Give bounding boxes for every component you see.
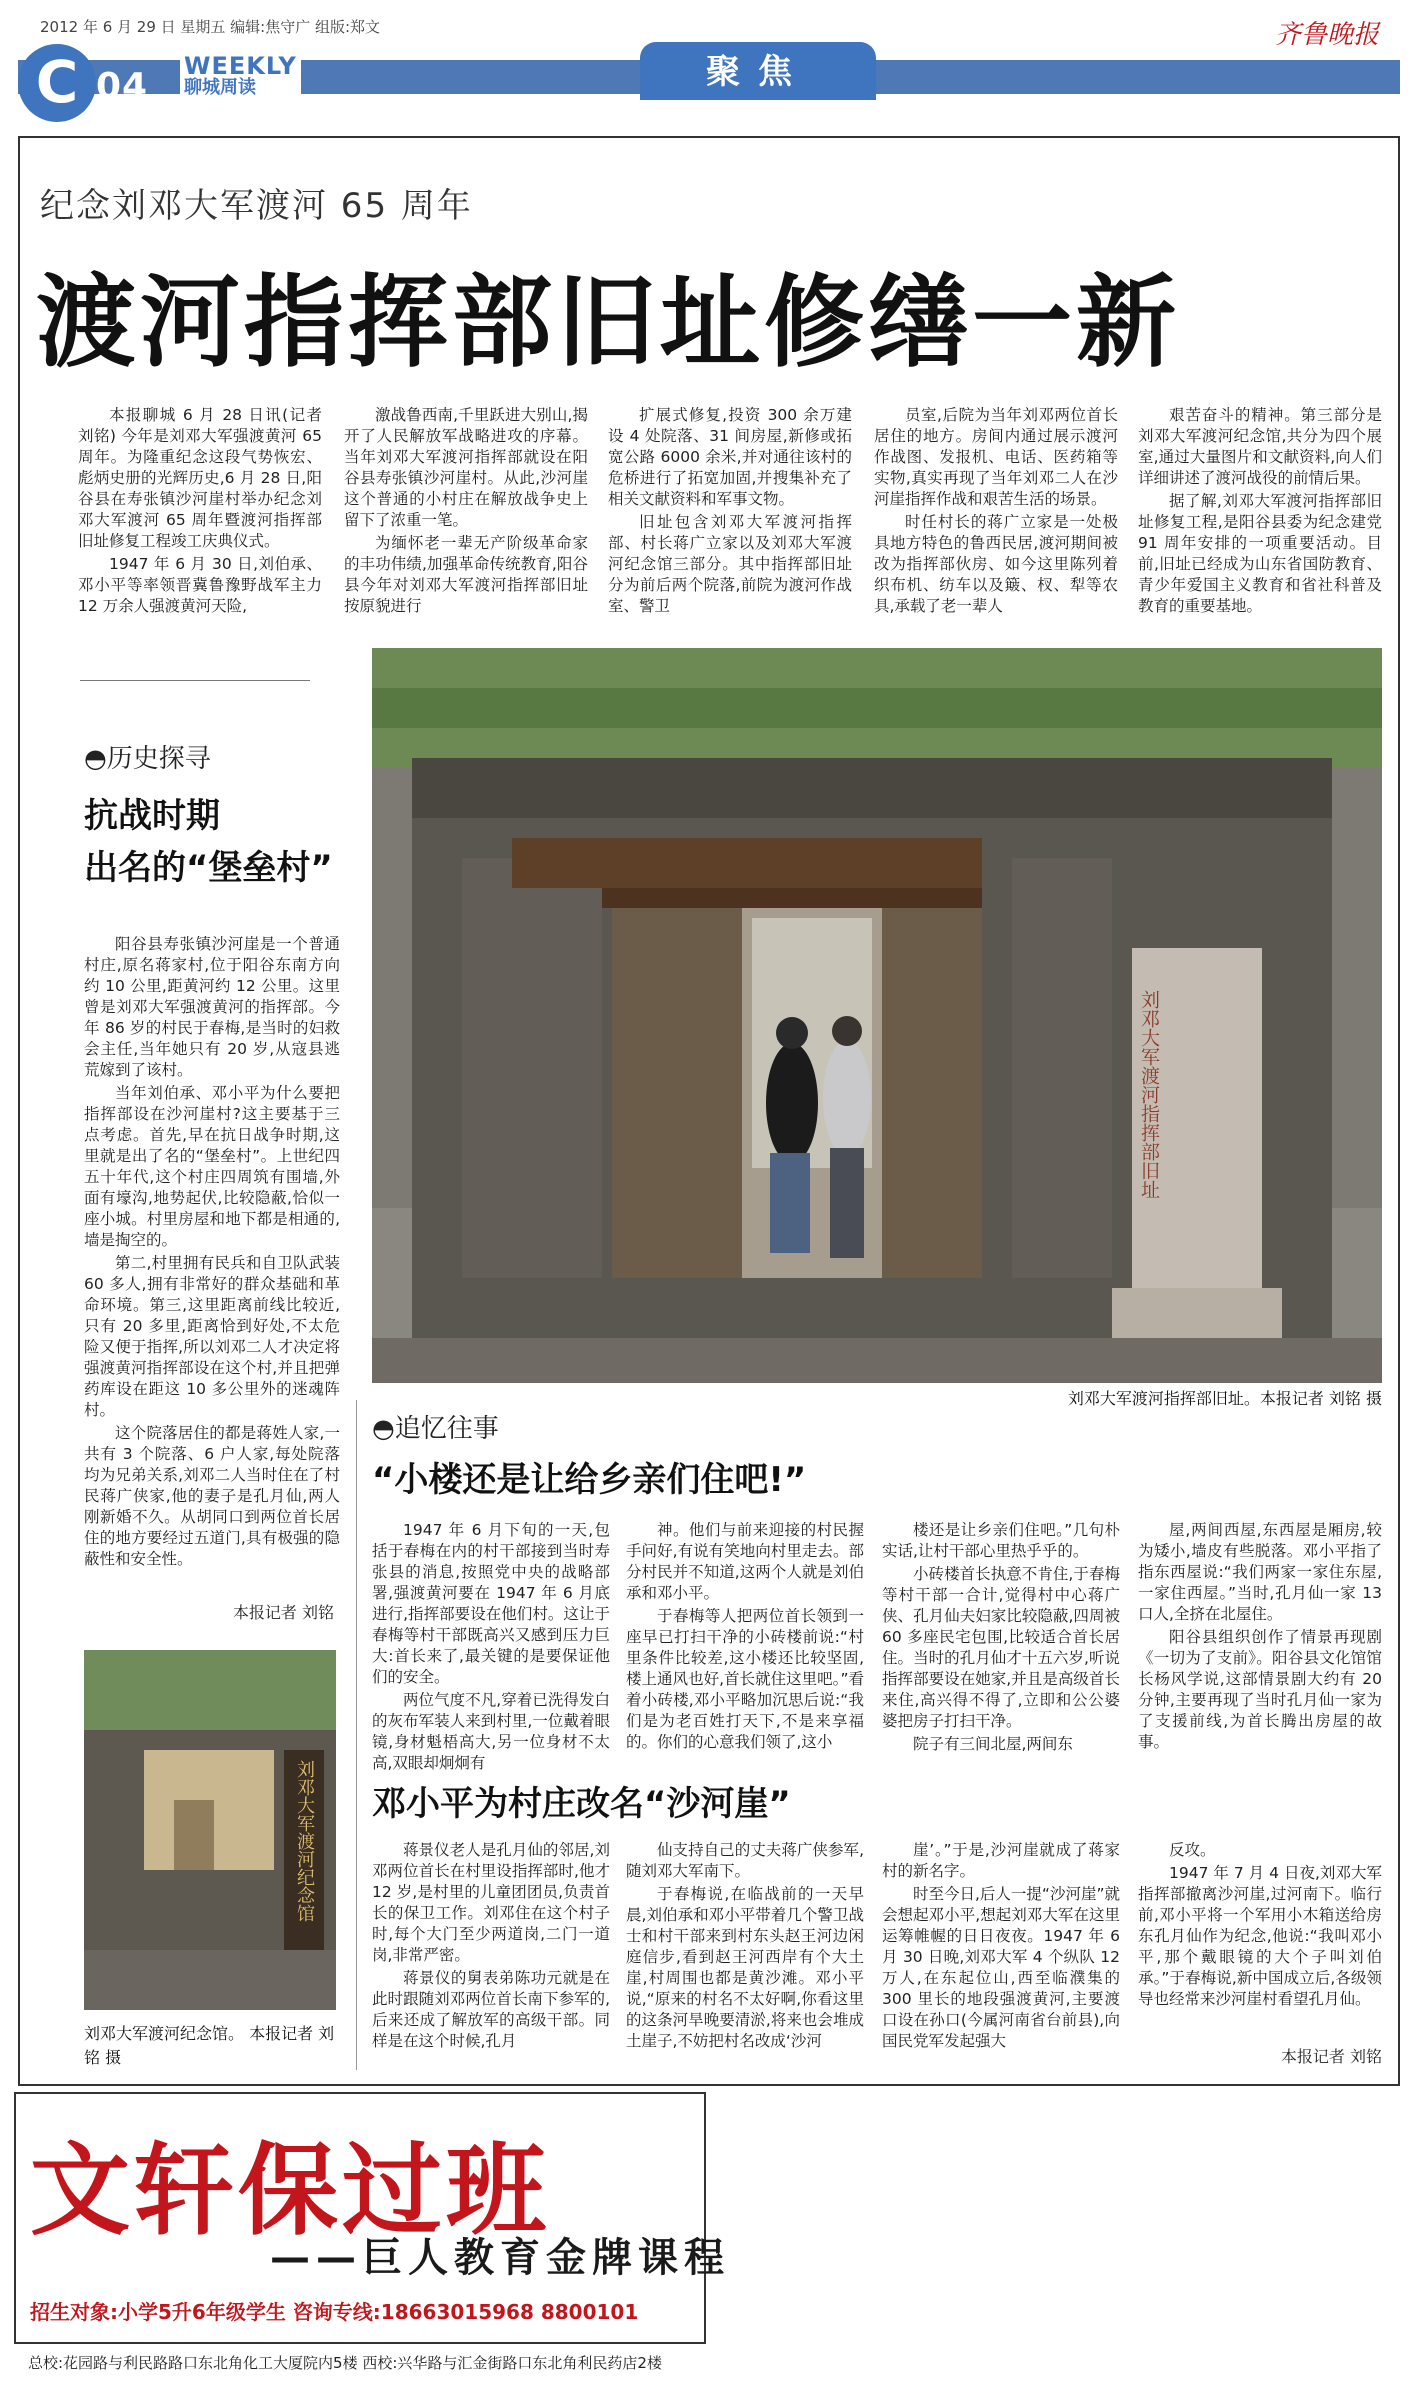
half-circle-icon: ◓ [84,744,107,774]
rename-paragraph: 于春梅说,在临战前的一天早晨,刘伯承和邓小平带着几个警卫战士和村干部来到村东头赵王河边闲庭信步,看到赵王河西岸有个大土崖,村周围也都是黄沙滩。邓小平说,“原来的村名不太好啊,你看这里的这条河旱晚要清淤,将来也会堆成土崖子,不妨把村名改成‘沙河 [626,1885,864,2050]
rename-byline: 本报记者 刘铭 [1280,2047,1382,2066]
museum-photo [84,1650,336,2010]
weekly-label: WEEKLY [184,52,297,80]
rename-paragraph: 蒋景仪老人是孔月仙的邻居,刘邓两位首长在村里设指挥部时,他才 12 岁,是村里的儿童团团员,负责首长的保卫工作。刘邓住在这个村子时,每个大门至少两道岗,二门一道岗,非常严密。 [372,1841,610,1964]
memory-column-3 [882,1520,1120,1757]
header-meta: 2012 年 6 月 29 日 星期五 编辑:焦守广 组版:郑文 [40,18,381,36]
weekly-logo [180,54,301,98]
memory-paragraph: 于春梅等人把两位首长领到一座早已打扫干净的小砖楼前说:“村里条件比较差,这小楼还比较坚固,楼上通风也好,首长就住这里吧。”看着小砖楼,邓小平略加沉思后说:“我们是为老百姓打天下,不是来享福的。你们的心意我们领了,这小 [626,1607,864,1751]
ad-address: 总校:花园路与利民路路口东北角化工大厦院内5楼 西校:兴华路与汇金街路口东北角利民药店2楼 [28,2354,662,2372]
memory-column-1 [372,1520,610,1776]
rename-paragraph: 仙支持自己的丈夫蒋广侠参军,随刘邓大军南下。 [626,1841,864,1880]
rename-column-4 [1138,1840,1382,2012]
history-body [84,934,340,1572]
memory-title: “小楼还是让给乡亲们住吧!” [372,1460,807,1500]
rename-paragraph: 1947 年 7 月 4 日夜,刘邓大军指挥部撤离沙河崖,过河南下。临行前,邓小平将一个军用小木箱送给房东孔月仙作为纪念,他说:“我叫邓小平,那个戴眼镜的大个子叫刘伯承。”于春梅说,新中国成立后,各级领导也经常来沙河崖村看望孔月仙。 [1138,1864,1382,2008]
section-c-badge: C [18,44,96,122]
rename-paragraph: 时至今日,后人一提“沙河崖”就会想起邓小平,想起刘邓大军在这里运筹帷幄的日日夜夜。1947 年 6 月 30 日晚,刘邓大军 4 个纵队 12 万人,在东起位山,西至临濮集的 300 里长的地段强渡黄河,主要渡口设在孙口(今属河南省台前县),向国民党军发起强大 [882,1885,1120,2050]
ad-info: 招生对象:小学5升6年级学生 咨询专线:18663015968 8800101 [30,2300,639,2324]
intro-column-3 [608,405,852,619]
history-paragraph: 第二,村里拥有民兵和自卫队武装 60 多人,拥有非常好的群众基础和革命环境。第三,这里距离前线比较近,只有 20 多里,距离恰到好处,不太危险又便于指挥,所以刘邓二人才决定将强渡黄河指挥部设在这个村,并且把弹药库设在距这 10 多公里外的迷魂阵村。 [84,1254,340,1419]
intro-paragraph: 艰苦奋斗的精神。第三部分是刘邓大军渡河纪念馆,共分为四个展室,通过大量图片和文献资料,向人们详细讲述了渡河战役的前情后果。 [1138,406,1382,487]
rename-paragraph: 蒋景仪的舅表弟陈功元就是在此时跟随刘邓两位首长南下参军的,后来还成了解放军的高级干部。同样是在这个时候,孔月 [372,1969,610,2050]
rename-column-2 [626,1840,864,2054]
intro-paragraph: 本报聊城 6 月 28 日讯(记者 刘铭) 今年是刘邓大军强渡黄河 65 周年。为隆重纪念这段气势恢宏、彪炳史册的光辉历史,6 月 28 日,阳谷县在寿张镇沙河崖村举办纪念刘邓大军渡河 65 周年暨渡河指挥部旧址修复工程竣工庆典仪式。 [78,406,322,550]
intro-paragraph: 激战鲁西南,千里跃进大别山,揭开了人民解放军战略进攻的序幕。当年刘邓大军渡河指挥部就设在阳谷县寿张镇沙河崖村。从此,沙河崖这个普通的小村庄在解放战争史上留下了浓重一笔。 [344,406,588,529]
photo-caption: 刘邓大军渡河指挥部旧址。本报记者 刘铭 摄 [1067,1389,1382,1408]
history-section-label-text: 历史探寻 [106,744,211,774]
memory-paragraph: 阳谷县组织创作了情景再现剧《一切为了支前》。阳谷县文化馆馆长杨风学说,这部情景剧大约有 20 分钟,主要再现了当时孔月仙一家为了支援前线,为首长腾出房屋的故事。 [1138,1628,1382,1751]
memory-column-2 [626,1520,864,1755]
intro-column-1 [78,405,322,619]
memory-paragraph: 两位气度不凡,穿着已洗得发白的灰布军装人来到村里,一位戴着眼镜,身材魁梧高大,另一位身材不太高,双眼却炯炯有 [372,1691,610,1772]
article-kicker: 纪念刘邓大军渡河 65 周年 [40,186,473,226]
intro-paragraph: 据了解,刘邓大军渡河指挥部旧址修复工程,是阳谷县委为纪念建党 91 周年安排的一项重要活动。目前,旧址已经成为山东省国防教育、青少年爱国主义教育和省社科普及教育的重要基地。 [1138,492,1382,615]
museum-caption: 刘邓大军渡河纪念馆。 本报记者 刘铭 摄 [84,2024,335,2067]
history-byline: 本报记者 刘铭 [232,1603,334,1622]
rename-column-1 [372,1840,610,2054]
memory-paragraph: 1947 年 6 月下旬的一天,包括于春梅在内的村干部接到当时寿张县的消息,按照党中央的战略部署,强渡黄河要在 1947 年 6 月底进行,指挥部要设在他们村。这让于春梅等村干部既高兴又感到压力巨大:首长来了,最关键的是要保证他们的安全。 [372,1521,610,1686]
page-number: 04 [96,66,149,107]
ad-title: 文轩保过班 [30,2132,550,2249]
main-photo [372,648,1382,1383]
newspaper-logo: 齐鲁晚报 [1274,20,1379,50]
memory-paragraph: 楼还是让乡亲们住吧。”几句朴实话,让村干部心里热乎乎的。 [882,1521,1120,1560]
intro-paragraph: 1947 年 6 月 30 日,刘伯承、邓小平等率领晋冀鲁豫野战军主力 12 万余人强渡黄河天险, [78,555,322,615]
article-title: 渡河指挥部旧址修缮一新 [36,264,1180,381]
stele-inscription: 刘邓大军渡河指挥部旧址 [1138,990,1160,1199]
intro-column-5 [1138,405,1382,619]
weekly-cn-label: 聊城周读 [184,77,256,98]
rename-paragraph: 崖’。”于是,沙河崖就成了蒋家村的新名字。 [882,1841,1120,1880]
intro-paragraph: 旧址包含刘邓大军渡河指挥部、村长蒋广立家以及刘邓大军渡河纪念馆三部分。其中指挥部旧址分为前后两个院落,前院为渡河作战室、警卫 [608,513,852,615]
courtyard-gate-illustration [372,648,1382,1383]
rename-paragraph: 反攻。 [1169,1841,1216,1859]
section-tab: 聚焦 [640,42,876,100]
history-paragraph: 阳谷县寿张镇沙河崖是一个普通村庄,原名蒋家村,位于阳谷东南方向约 10 公里,距黄河约 12 公里。这里曾是刘邓大军强渡黄河的指挥部。今年 86 岁的村民于春梅,是当时的妇救会主任,当年她只有 20 岁,从寇县逃荒嫁到了该村。 [84,935,340,1079]
intro-paragraph: 时任村长的蒋广立家是一处极具地方特色的鲁西民居,渡河期间被改为指挥部伙房、如今这里陈列着织布机、纺车以及簸、杈、犁等农具,承载了老一辈人 [874,513,1118,615]
memory-paragraph: 屋,两间西屋,东西屋是厢房,较为矮小,墙皮有些脱落。邓小平指了指东西屋说:“我们两家一家住东屋,一家住西屋。”当时,孔月仙一家 13 口人,全挤在北屋住。 [1138,1521,1382,1623]
history-title-line2: 出名的“堡垒村” [84,848,333,888]
column-divider [356,1400,357,2070]
history-title [84,790,333,894]
memory-section-label-text: 追忆往事 [394,1414,499,1444]
memory-section-label [372,1408,499,1445]
memory-column-4 [1138,1520,1382,1755]
divider [80,680,310,681]
rename-title: 邓小平为村庄改名“沙河崖” [372,1784,791,1824]
intro-paragraph: 员室,后院为当年刘邓两位首长居住的地方。房间内通过展示渡河作战图、发报机、电话、医药箱等实物,真实再现了当年刘邓二人在沙河崖指挥作战和艰苦生活的场景。 [874,406,1118,508]
history-paragraph: 这个院落居住的都是蒋姓人家,一共有 3 个院落、6 户人家,每处院落均为兄弟关系,刘邓二人当时住在了村民蒋广侠家,他的妻子是孔月仙,两人刚新婚不久。从胡同口到两位首长居住的地方要经过五道门,具有极强的隐蔽性和安全性。 [84,1424,340,1568]
intro-paragraph: 为缅怀老一辈无产阶级革命家的丰功伟绩,加强革命传统教育,阳谷县今年对刘邓大军渡河指挥部旧址按原貌进行 [344,534,588,615]
history-title-line1: 抗战时期 [84,796,220,836]
half-circle-icon: ◓ [372,1414,395,1444]
museum-sign: 刘邓大军渡河纪念馆 [294,1760,315,1922]
intro-column-4 [874,405,1118,619]
memory-paragraph: 神。他们与前来迎接的村民握手问好,有说有笑地向村里走去。部分村民并不知道,这两个人就是刘伯承和邓小平。 [626,1521,864,1602]
ad-subtitle: ——巨人教育金牌课程 [270,2235,730,2281]
memory-paragraph: 小砖楼首长执意不肯住,于春梅等村干部一合计,觉得村中心蒋广侠、孔月仙夫妇家比较隐蔽,四周被 60 多座民宅包围,比较适合首长居住。当时的孔月仙才十五六岁,听说指挥部要设在她家,并且是高级首长来住,高兴得不得了,立即和公公婆婆把房子打扫干净。 [882,1565,1120,1730]
rename-column-3 [882,1840,1120,2054]
intro-paragraph: 扩展式修复,投资 300 余万建设 4 处院落、31 间房屋,新修或拓宽公路 6000 余米,并对通往该村的危桥进行了拓宽加固,并搜集补充了相关文献资料和军事文物。 [608,406,852,508]
intro-column-2 [344,405,588,619]
memory-paragraph: 院子有三间北屋,两间东 [913,1735,1073,1753]
history-paragraph: 当年刘伯承、邓小平为什么要把指挥部设在沙河崖村?这主要基于三点考虑。首先,早在抗日战争时期,这里就是出了名的“堡垒村”。上世纪四五十年代,这个村庄四周筑有围墙,外面有壕沟,地势起伏,比较隐蔽,恰似一座小城。村里房屋和地下都是相通的,墙是掏空的。 [84,1084,340,1249]
history-section-label [84,738,211,775]
